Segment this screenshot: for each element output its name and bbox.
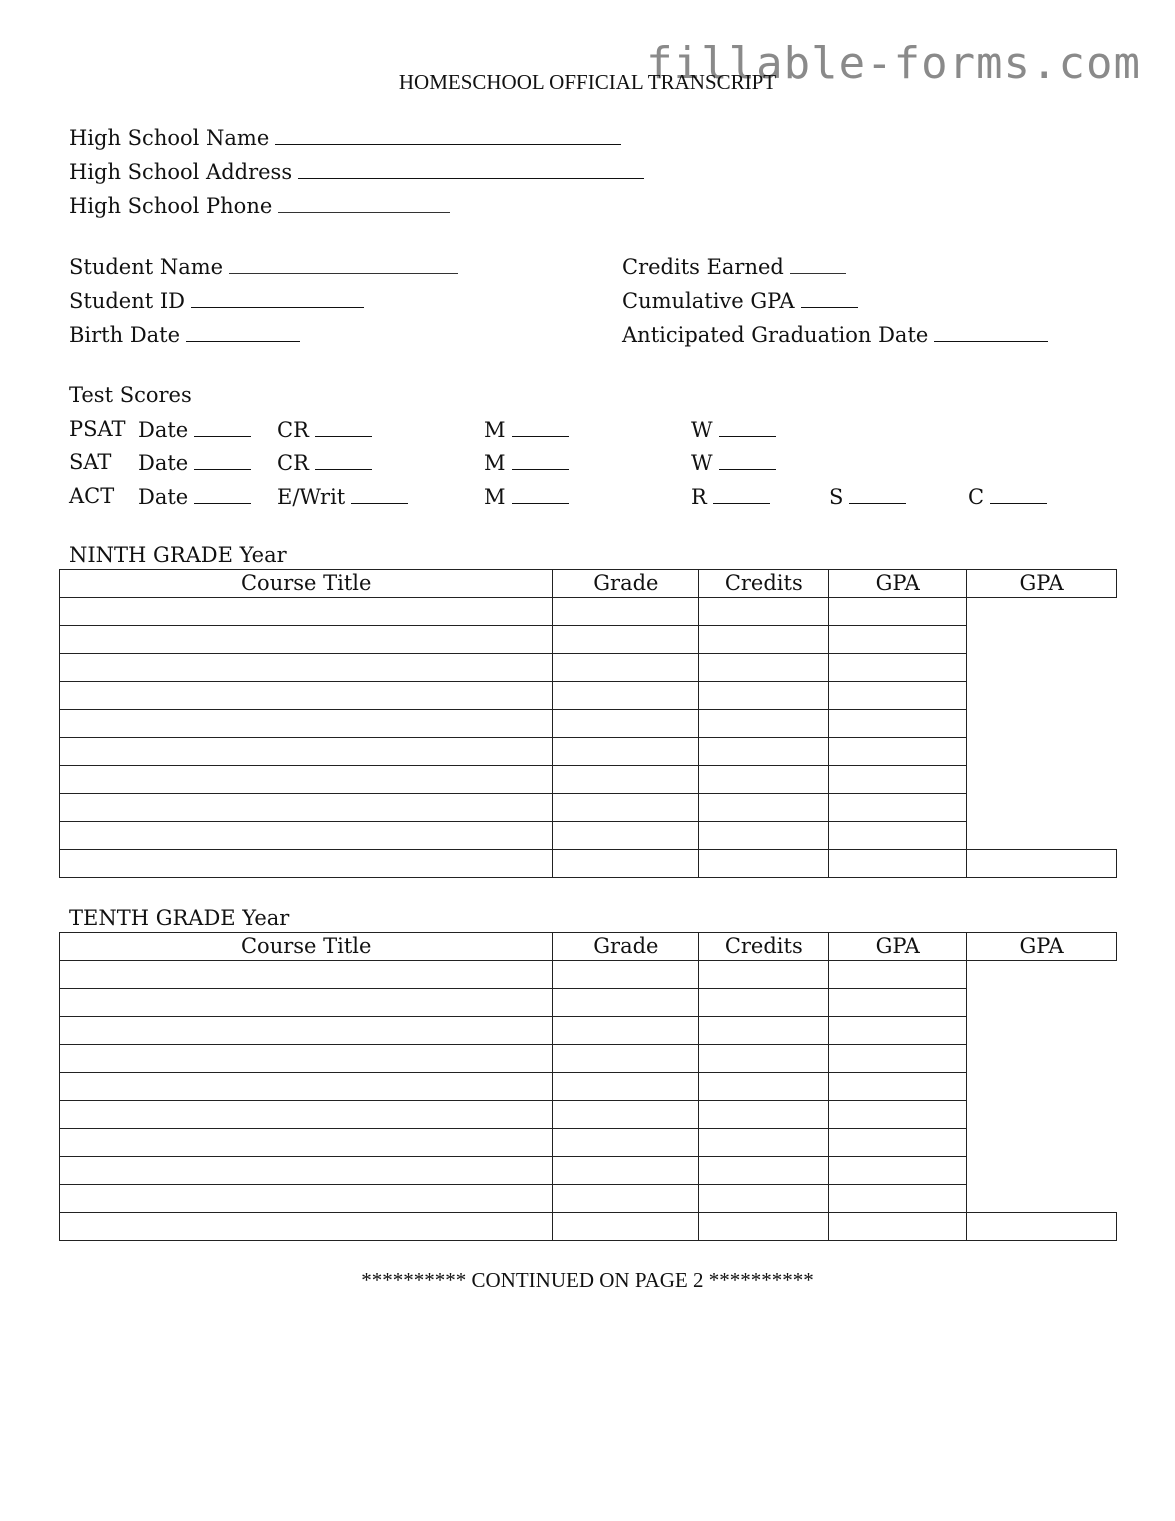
table-total-row <box>60 1213 1117 1241</box>
col-gpa-total: GPA <box>967 933 1117 961</box>
credits-cell[interactable] <box>699 989 829 1017</box>
tenth-grade-heading: TENTH GRADE Year <box>69 906 290 930</box>
course-cell[interactable] <box>60 710 553 738</box>
grade-cell[interactable] <box>553 1185 699 1213</box>
student-name-label: Student Name <box>69 255 224 279</box>
col-credits: Credits <box>699 933 829 961</box>
course-cell[interactable] <box>60 766 553 794</box>
ninth-grade-table <box>59 569 1117 878</box>
table-row <box>60 654 1117 682</box>
school-address-row <box>69 158 644 185</box>
credits-cell[interactable] <box>699 794 829 822</box>
grade-cell[interactable] <box>553 1045 699 1073</box>
grade-cell[interactable] <box>553 598 699 626</box>
gpa-cell[interactable] <box>829 822 967 850</box>
grade-cell[interactable] <box>553 738 699 766</box>
course-cell[interactable] <box>60 1045 553 1073</box>
credits-cell[interactable] <box>699 1185 829 1213</box>
grade-cell[interactable] <box>553 961 699 989</box>
act-s-field[interactable] <box>849 483 906 504</box>
act-label: ACT <box>69 484 115 508</box>
credits-cell[interactable] <box>699 598 829 626</box>
gpa-cell[interactable] <box>829 1017 967 1045</box>
table-row <box>60 961 1117 989</box>
grade-cell[interactable] <box>553 710 699 738</box>
gpa-cell[interactable] <box>829 1157 967 1185</box>
course-cell[interactable] <box>60 654 553 682</box>
sat-label: SAT <box>69 450 112 474</box>
tenth-grade-table <box>59 932 1117 1241</box>
psat-date-field[interactable] <box>194 416 251 437</box>
table-header-row <box>60 933 1117 961</box>
act-date-label: Date <box>138 485 189 509</box>
course-cell[interactable] <box>60 738 553 766</box>
course-cell[interactable] <box>60 794 553 822</box>
credits-cell[interactable] <box>699 1045 829 1073</box>
act-s-row <box>829 483 906 510</box>
credits-cell[interactable] <box>699 738 829 766</box>
sat-cr-label: CR <box>277 451 309 475</box>
gpa-cell[interactable] <box>829 1213 967 1241</box>
table-row <box>60 794 1117 822</box>
watermark: fillable-forms.com <box>646 38 1141 89</box>
course-cell[interactable] <box>60 850 553 878</box>
act-r-field[interactable] <box>713 483 770 504</box>
graduation-date-row <box>622 321 1048 348</box>
act-m-label: M <box>484 485 506 509</box>
continued-note: ********** CONTINUED ON PAGE 2 ********** <box>361 1268 814 1292</box>
grade-cell[interactable] <box>553 822 699 850</box>
student-id-label: Student ID <box>69 289 185 313</box>
col-gpa: GPA <box>829 570 967 598</box>
table-total-row <box>60 850 1117 878</box>
credits-earned-field[interactable] <box>790 253 846 274</box>
course-cell[interactable] <box>60 598 553 626</box>
gpa-cell[interactable] <box>829 738 967 766</box>
gpa-cell[interactable] <box>829 989 967 1017</box>
act-s-label: S <box>829 485 844 509</box>
student-name-row <box>69 253 458 280</box>
table-header-row <box>60 570 1117 598</box>
cumulative-gpa-field[interactable] <box>801 287 858 308</box>
table-row <box>60 766 1117 794</box>
gpa-cell[interactable] <box>829 1185 967 1213</box>
grade-cell[interactable] <box>553 989 699 1017</box>
cumulative-gpa-label: Cumulative GPA <box>622 289 795 313</box>
act-date-row <box>138 483 251 510</box>
credits-cell[interactable] <box>699 1101 829 1129</box>
test-scores-heading: Test Scores <box>69 383 192 407</box>
gpa-cell[interactable] <box>829 1101 967 1129</box>
sat-w-row <box>691 449 776 476</box>
table-row <box>60 626 1117 654</box>
sat-w-label: W <box>691 451 713 475</box>
gpa-blank-area <box>967 961 1117 1213</box>
gpa-cell[interactable] <box>829 1073 967 1101</box>
psat-cr-row <box>277 416 372 443</box>
course-cell[interactable] <box>60 1213 553 1241</box>
table-row <box>60 1045 1117 1073</box>
grade-cell[interactable] <box>553 1213 699 1241</box>
gpa-blank-area <box>967 598 1117 850</box>
school-phone-field[interactable] <box>278 192 450 213</box>
gpa-cell[interactable] <box>829 682 967 710</box>
grade-cell[interactable] <box>553 654 699 682</box>
school-address-label: High School Address <box>69 160 293 184</box>
credits-cell[interactable] <box>699 654 829 682</box>
act-c-row <box>968 483 1047 510</box>
student-name-field[interactable] <box>229 253 458 274</box>
gpa-total-cell[interactable] <box>967 1213 1117 1241</box>
school-name-field[interactable] <box>275 124 621 145</box>
table-row <box>60 1017 1117 1045</box>
course-cell[interactable] <box>60 1129 553 1157</box>
grade-cell[interactable] <box>553 766 699 794</box>
credits-cell[interactable] <box>699 1073 829 1101</box>
credits-cell[interactable] <box>699 850 829 878</box>
act-r-label: R <box>691 485 707 509</box>
sat-m-field[interactable] <box>512 449 569 470</box>
gpa-cell[interactable] <box>829 961 967 989</box>
credits-cell[interactable] <box>699 1213 829 1241</box>
sat-date-label: Date <box>138 451 189 475</box>
cumulative-gpa-row <box>622 287 858 314</box>
psat-date-label: Date <box>138 418 189 442</box>
birth-date-row <box>69 321 300 348</box>
table-row <box>60 738 1117 766</box>
psat-w-row <box>691 416 776 443</box>
course-cell[interactable] <box>60 961 553 989</box>
gpa-cell[interactable] <box>829 626 967 654</box>
school-name-label: High School Name <box>69 126 270 150</box>
birth-date-field[interactable] <box>186 321 300 342</box>
sat-w-field[interactable] <box>719 449 776 470</box>
credits-cell[interactable] <box>699 822 829 850</box>
gpa-cell[interactable] <box>829 794 967 822</box>
gpa-cell[interactable] <box>829 710 967 738</box>
act-ew-row <box>277 483 408 510</box>
credits-cell[interactable] <box>699 1017 829 1045</box>
sat-date-field[interactable] <box>194 449 251 470</box>
col-gpa-total: GPA <box>967 570 1117 598</box>
psat-m-row <box>484 416 569 443</box>
grade-cell[interactable] <box>553 1101 699 1129</box>
gpa-cell[interactable] <box>829 766 967 794</box>
school-phone-label: High School Phone <box>69 194 273 218</box>
credits-cell[interactable] <box>699 1157 829 1185</box>
table-row <box>60 1185 1117 1213</box>
sat-cr-row <box>277 449 372 476</box>
table-row <box>60 1129 1117 1157</box>
col-grade: Grade <box>553 933 699 961</box>
course-cell[interactable] <box>60 1185 553 1213</box>
psat-label: PSAT <box>69 417 126 441</box>
grade-cell[interactable] <box>553 626 699 654</box>
course-cell[interactable] <box>60 1101 553 1129</box>
credits-earned-row <box>622 253 846 280</box>
psat-m-label: M <box>484 418 506 442</box>
col-course-title: Course Title <box>60 570 553 598</box>
gpa-total-cell[interactable] <box>967 850 1117 878</box>
table-row <box>60 1073 1117 1101</box>
credits-cell[interactable] <box>699 1129 829 1157</box>
course-cell[interactable] <box>60 1073 553 1101</box>
table-row <box>60 1101 1117 1129</box>
course-cell[interactable] <box>60 989 553 1017</box>
sat-m-row <box>484 449 569 476</box>
act-c-field[interactable] <box>990 483 1047 504</box>
table-row <box>60 989 1117 1017</box>
grade-cell[interactable] <box>553 794 699 822</box>
student-id-row <box>69 287 364 314</box>
col-course-title: Course Title <box>60 933 553 961</box>
credits-cell[interactable] <box>699 682 829 710</box>
psat-date-row <box>138 416 251 443</box>
school-address-field[interactable] <box>298 158 644 179</box>
table-row <box>60 598 1117 626</box>
grade-cell[interactable] <box>553 1129 699 1157</box>
gpa-cell[interactable] <box>829 1045 967 1073</box>
gpa-cell[interactable] <box>829 850 967 878</box>
act-date-field[interactable] <box>194 483 251 504</box>
gpa-cell[interactable] <box>829 654 967 682</box>
act-m-field[interactable] <box>512 483 569 504</box>
col-grade: Grade <box>553 570 699 598</box>
psat-cr-field[interactable] <box>315 416 372 437</box>
act-r-row <box>691 483 770 510</box>
graduation-date-field[interactable] <box>934 321 1048 342</box>
course-cell[interactable] <box>60 682 553 710</box>
sat-cr-field[interactable] <box>315 449 372 470</box>
sat-date-row <box>138 449 251 476</box>
credits-cell[interactable] <box>699 961 829 989</box>
course-cell[interactable] <box>60 1017 553 1045</box>
grade-cell[interactable] <box>553 1017 699 1045</box>
table-row <box>60 710 1117 738</box>
psat-w-label: W <box>691 418 713 442</box>
credits-earned-label: Credits Earned <box>622 255 784 279</box>
gpa-cell[interactable] <box>829 1129 967 1157</box>
birth-date-label: Birth Date <box>69 323 181 347</box>
grade-cell[interactable] <box>553 1073 699 1101</box>
act-ew-label: E/Writ <box>277 485 346 509</box>
act-c-label: C <box>968 485 985 509</box>
table-row <box>60 822 1117 850</box>
course-cell[interactable] <box>60 822 553 850</box>
graduation-date-label: Anticipated Graduation Date <box>622 323 929 347</box>
student-id-field[interactable] <box>191 287 364 308</box>
psat-w-field[interactable] <box>719 416 776 437</box>
grade-cell[interactable] <box>553 682 699 710</box>
page-title: HOMESCHOOL OFFICIAL TRANSCRIPT <box>398 70 777 94</box>
school-phone-row <box>69 192 450 219</box>
credits-cell[interactable] <box>699 710 829 738</box>
sat-m-label: M <box>484 451 506 475</box>
act-ew-field[interactable] <box>351 483 408 504</box>
grade-cell[interactable] <box>553 1157 699 1185</box>
credits-cell[interactable] <box>699 766 829 794</box>
course-cell[interactable] <box>60 626 553 654</box>
act-m-row <box>484 483 569 510</box>
psat-cr-label: CR <box>277 418 309 442</box>
grade-cell[interactable] <box>553 850 699 878</box>
credits-cell[interactable] <box>699 626 829 654</box>
gpa-cell[interactable] <box>829 598 967 626</box>
col-credits: Credits <box>699 570 829 598</box>
psat-m-field[interactable] <box>512 416 569 437</box>
course-cell[interactable] <box>60 1157 553 1185</box>
ninth-grade-heading: NINTH GRADE Year <box>69 543 287 567</box>
school-name-row <box>69 124 621 151</box>
table-row <box>60 682 1117 710</box>
table-row <box>60 1157 1117 1185</box>
col-gpa: GPA <box>829 933 967 961</box>
